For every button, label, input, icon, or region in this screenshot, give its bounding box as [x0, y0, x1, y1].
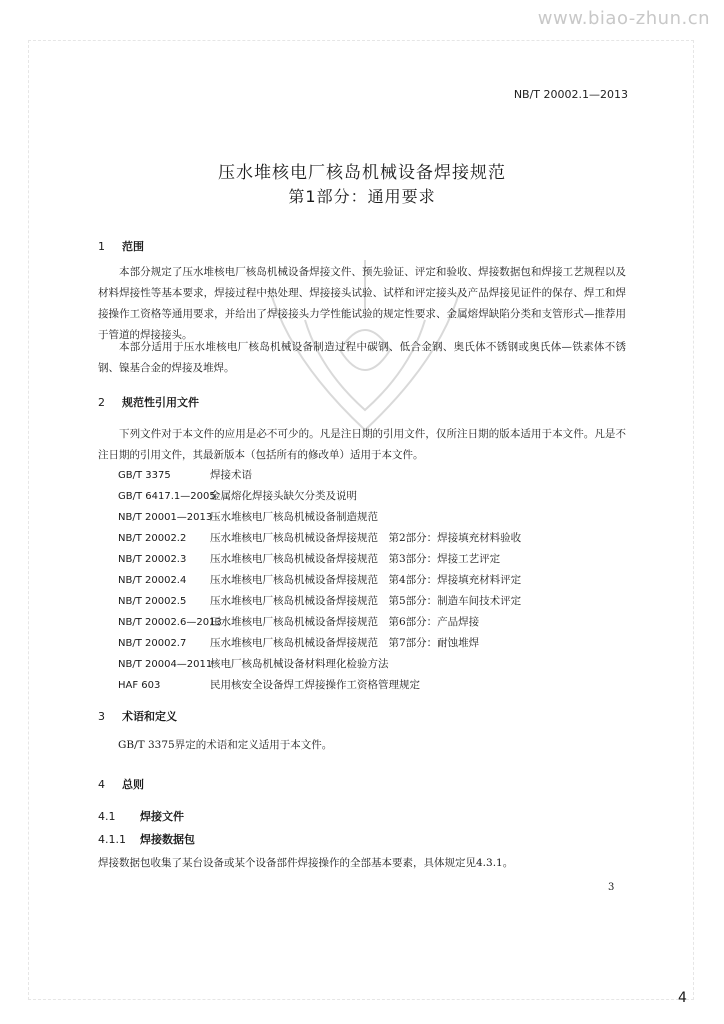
reference-item [118, 570, 638, 591]
reference-item [118, 633, 638, 654]
reference-code: NB/T 20002.2 [118, 533, 187, 544]
section-1-heading [98, 238, 144, 254]
document-title: 压水堆核电厂核岛机械设备焊接规范 [218, 163, 506, 183]
reference-item [118, 675, 638, 696]
reference-title: 压水堆核电厂核岛机械设备焊接规范 第4部分：焊接填充材料评定 [210, 574, 522, 586]
reference-item [118, 591, 638, 612]
section-4-number: 4 [98, 778, 105, 791]
reference-title: 焊接术语 [210, 469, 252, 481]
reference-title: 压水堆核电厂核岛机械设备焊接规范 第6部分：产品焊接 [210, 616, 480, 628]
reference-code: NB/T 20002.5 [118, 596, 187, 607]
reference-code: NB/T 20002.7 [118, 638, 187, 649]
section-4-1-1-paragraph: 焊接数据包收集了某台设备或某个设备部件焊接操作的全部基本要素，具体规定见4.3.1。 [98, 857, 514, 869]
section-4-heading [98, 776, 144, 792]
section-4-1-number: 4.1 [98, 810, 116, 823]
document-subtitle: 第1部分：通用要求 [288, 187, 436, 206]
reference-title: 民用核安全设备焊工焊接操作工资格管理规定 [210, 679, 420, 691]
standard-number: NB/T 20002.1—2013 [513, 88, 628, 101]
reference-code: NB/T 20002.6—2013 [118, 617, 222, 628]
viewer-page-number: 4 [678, 990, 687, 1006]
reference-code: NB/T 20004—2011 [118, 659, 213, 670]
reference-item [118, 612, 638, 633]
reference-title: 压水堆核电厂核岛机械设备焊接规范 第7部分：耐蚀堆焊 [210, 637, 480, 649]
section-4-1-1-number: 4.1.1 [98, 833, 126, 846]
reference-title: 压水堆核电厂核岛机械设备焊接规范 第3部分：焊接工艺评定 [210, 553, 501, 565]
reference-title: 压水堆核电厂核岛机械设备焊接规范 第2部分：焊接填充材料验收 [210, 532, 522, 544]
section-2-title: 规范性引用文件 [122, 396, 199, 409]
section-4-title: 总则 [122, 778, 144, 791]
reference-code: NB/T 20002.4 [118, 575, 187, 586]
section-4-1-1-title: 焊接数据包 [140, 833, 195, 846]
section-2-intro: 下列文件对于本文件的应用是必不可少的。凡是注日期的引用文件，仅所注日期的版本适用于本文件。凡是不注日期的引用文件，其最新版本（包括所有的修改单）适用于本文件。 [98, 428, 626, 461]
section-3-title: 术语和定义 [122, 710, 177, 723]
section-4-1-heading [98, 808, 184, 824]
reference-code: HAF 603 [118, 680, 161, 691]
section-2-heading [98, 394, 199, 410]
section-3-paragraph: GB/T 3375界定的术语和定义适用于本文件。 [118, 739, 333, 751]
reference-title: 压水堆核电厂核岛机械设备制造规范 [210, 511, 378, 523]
section-4-1-1-heading [98, 831, 195, 847]
reference-item [118, 654, 638, 675]
reference-item [118, 528, 638, 549]
reference-title: 金属熔化焊接头缺欠分类及说明 [210, 490, 357, 502]
section-1-title: 范围 [122, 240, 144, 253]
section-2-number: 2 [98, 396, 105, 409]
reference-title: 核电厂核岛机械设备材料理化检验方法 [210, 658, 389, 670]
reference-item [118, 507, 638, 528]
reference-code: GB/T 3375 [118, 470, 171, 481]
reference-code: NB/T 20002.3 [118, 554, 187, 565]
reference-item [118, 465, 638, 486]
reference-code: NB/T 20001—2013 [118, 512, 213, 523]
reference-item [118, 486, 638, 507]
reference-item [118, 549, 638, 570]
reference-title: 压水堆核电厂核岛机械设备焊接规范 第5部分：制造车间技术评定 [210, 595, 522, 607]
section-1-number: 1 [98, 240, 105, 253]
section-3-heading [98, 708, 177, 724]
section-1-paragraph-2: 本部分适用于压水堆核电厂核岛机械设备制造过程中碳钢、低合金钢、奥氏体不锈钢或奥氏体—铁素体不锈钢、镍基合金的焊接及堆焊。 [98, 341, 626, 374]
page-number: 3 [608, 882, 615, 893]
reference-code: GB/T 6417.1—2005 [118, 491, 216, 502]
watermark-url: www.biao-zhun.cn [537, 8, 710, 29]
normative-references-list [118, 465, 638, 696]
section-3-number: 3 [98, 710, 105, 723]
section-1-paragraph-1: 本部分规定了压水堆核电厂核岛机械设备焊接文件、预先验证、评定和验收、焊接数据包和焊接工艺规程以及材料焊接性等基本要求，焊接过程中热处理、焊接接头试验、试样和评定接头及产品焊接见证件的保存、焊工和焊接操作工资格等通用要求，并给出了焊接接头力学性能试验的规定性要求、金属熔焊缺陷分类和支管形式—推荐用于管道的焊接接头。 [98, 266, 626, 341]
section-4-1-title: 焊接文件 [140, 810, 184, 823]
